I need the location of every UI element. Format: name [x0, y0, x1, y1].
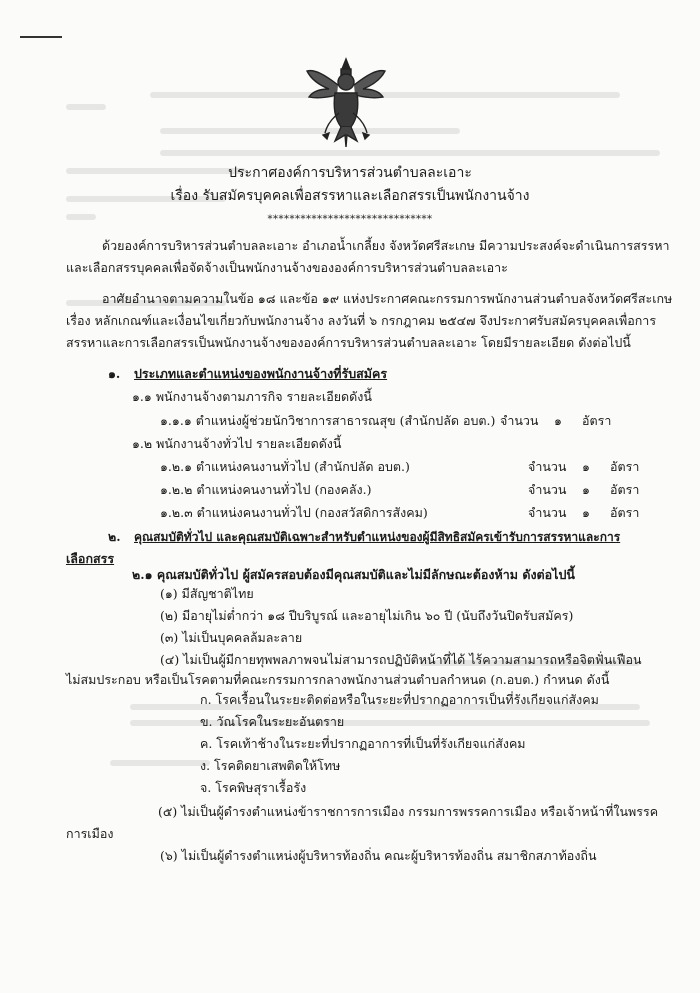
qualification-6: (๖) ไม่เป็นผู้ดำรงตำแหน่งผู้บริหารท้องถิ่น คณะผู้บริหารท้องถิ่น สมาชิกสภาท้องถิ่น [160, 848, 597, 863]
qualification-5-line-1: (๕) ไม่เป็นผู้ดำรงตำแหน่งข้าราชการการเมือง กรรมการพรรคการเมือง หรือเจ้าหน้าที่ในพรรค [158, 804, 659, 819]
quantity-label: จำนวน [528, 505, 567, 520]
bleed-through [66, 104, 106, 110]
quantity-value: ๑ [582, 505, 590, 520]
announcement-title: ประกาศองค์การบริหารส่วนตำบลละเอาะ [228, 165, 472, 181]
qualification-4-line-1: (๔) ไม่เป็นผู้มีกายทุพพลภาพจนไม่สามารถปฏิบัติหน้าที่ได้ ไร้ความสามารถหรือจิตฟั่นเฟือน [160, 652, 642, 667]
intro-paragraph-2-line-3: สรรหาและการเลือกสรรเป็นพนักงานจ้างขององค์การบริหารส่วนตำบลละเอาะ โดยมีรายละเอียด ดังต่อไปนี้ [66, 335, 631, 350]
section-2-1-heading: ๒.๑ คุณสมบัติทั่วไป ผู้สมัครสอบต้องมีคุณสมบัติและไม่มีลักษณะต้องห้าม ดังต่อไปนี้ [132, 567, 575, 582]
section-1-1-heading: ๑.๑ พนักงานจ้างตามภารกิจ รายละเอียดดังนี้ [132, 389, 372, 404]
qualification-3: (๓) ไม่เป็นบุคคลล้มละลาย [160, 630, 303, 645]
intro-paragraph-1-line-2: และเลือกสรรบุคคลเพื่อจัดจ้างเป็นพนักงานจ้างขององค์การบริหารส่วนตำบลละเอาะ [66, 260, 508, 275]
position-1-2-1: ๑.๒.๑ ตำแหน่งคนงานทั่วไป (สำนักปลัด อบต.) [160, 459, 410, 474]
bleed-through [110, 760, 210, 766]
quantity-label: จำนวน [500, 413, 539, 428]
garuda-emblem [305, 55, 387, 155]
section-1-heading: ประเภทและตำแหน่งของพนักงานจ้างที่รับสมัคร [134, 366, 388, 381]
disease-item-ngo: ง. โรคติดยาเสพติดให้โทษ [200, 758, 341, 773]
intro-paragraph-2-line-1: อาศัยอำนาจตามความในข้อ ๑๘ และข้อ ๑๙ แห่งประกาศคณะกรรมการพนักงานส่วนตำบลจังหวัดศรีสะเกษ [102, 291, 673, 306]
quantity-value: ๑ [582, 459, 590, 474]
bleed-through [160, 150, 660, 156]
section-2-heading-line-1: คุณสมบัติทั่วไป และคุณสมบัติเฉพาะสำหรับตำแหน่งของผู้มีสิทธิสมัครเข้ารับการสรรหาและการ [134, 530, 621, 544]
quantity-value: ๑ [582, 482, 590, 497]
qualification-5-line-2: การเมือง [66, 826, 114, 841]
disease-item-cho: จ. โรคพิษสุราเรื้อรัง [200, 780, 307, 795]
qualification-2: (๒) มีอายุไม่ต่ำกว่า ๑๘ ปีบริบูรณ์ และอายุไม่เกิน ๖๐ ปี (นับถึงวันปิดรับสมัคร) [160, 608, 574, 623]
disease-item-ko: ก. โรคเรื้อนในระยะติดต่อหรือในระยะที่ปรากฏอาการเป็นที่รังเกียจแก่สังคม [200, 692, 599, 707]
section-2-heading-line-2: เลือกสรร [66, 551, 115, 566]
intro-paragraph-2-line-2: เรื่อง หลักเกณฑ์และเงื่อนไขเกี่ยวกับพนักงานจ้าง ลงวันที่ ๖ กรกฎาคม ๒๕๔๗ จึงประกาศรับสมัครบุคคลเพื่อการ [66, 313, 657, 328]
quantity-value: ๑ [554, 413, 562, 428]
title-divider: ****************************** [267, 214, 433, 225]
quantity-label: จำนวน [528, 459, 567, 474]
quantity-unit: อัตรา [610, 482, 640, 497]
disease-item-kho-khwai: ค. โรคเท้าช้างในระยะที่ปรากฏอาการที่เป็นที่รังเกียจแก่สังคม [200, 736, 526, 751]
intro-paragraph-1-line-1: ด้วยองค์การบริหารส่วนตำบลละเอาะ อำเภอน้ำเกลี้ยง จังหวัดศรีสะเกษ มีความประสงค์จะดำเนินการสรรหา [102, 238, 670, 253]
position-1-2-3: ๑.๒.๓ ตำแหน่งคนงานทั่วไป (กองสวัสดิการสังคม) [160, 505, 428, 520]
qualification-4-line-2: ไม่สมประกอบ หรือเป็นโรคตามที่คณะกรรมการกลางพนักงานส่วนตำบลกำหนด (ก.อบต.) กำหนด ดังนี้ [66, 672, 610, 687]
scan-mark [20, 36, 62, 38]
quantity-unit: อัตรา [610, 505, 640, 520]
disease-item-kho: ข. วัณโรคในระยะอันตราย [200, 714, 345, 729]
position-1-2-2: ๑.๒.๒ ตำแหน่งคนงานทั่วไป (กองคลัง.) [160, 482, 372, 497]
quantity-label: จำนวน [528, 482, 567, 497]
section-1-number: ๑. [108, 366, 121, 381]
position-1-1-1: ๑.๑.๑ ตำแหน่งผู้ช่วยนักวิชาการสาธารณสุข (สำนักปลัด อบต.) [160, 413, 496, 428]
quantity-unit: อัตรา [582, 413, 612, 428]
announcement-subject: เรื่อง รับสมัครบุคคลเพื่อสรรหาและเลือกสรรเป็นพนักงานจ้าง [170, 188, 530, 204]
section-2-number: ๒. [108, 529, 121, 544]
quantity-unit: อัตรา [610, 459, 640, 474]
qualification-1: (๑) มีสัญชาติไทย [160, 586, 254, 601]
section-1-2-heading: ๑.๒ พนักงานจ้างทั่วไป รายละเอียดดังนี้ [132, 436, 342, 451]
